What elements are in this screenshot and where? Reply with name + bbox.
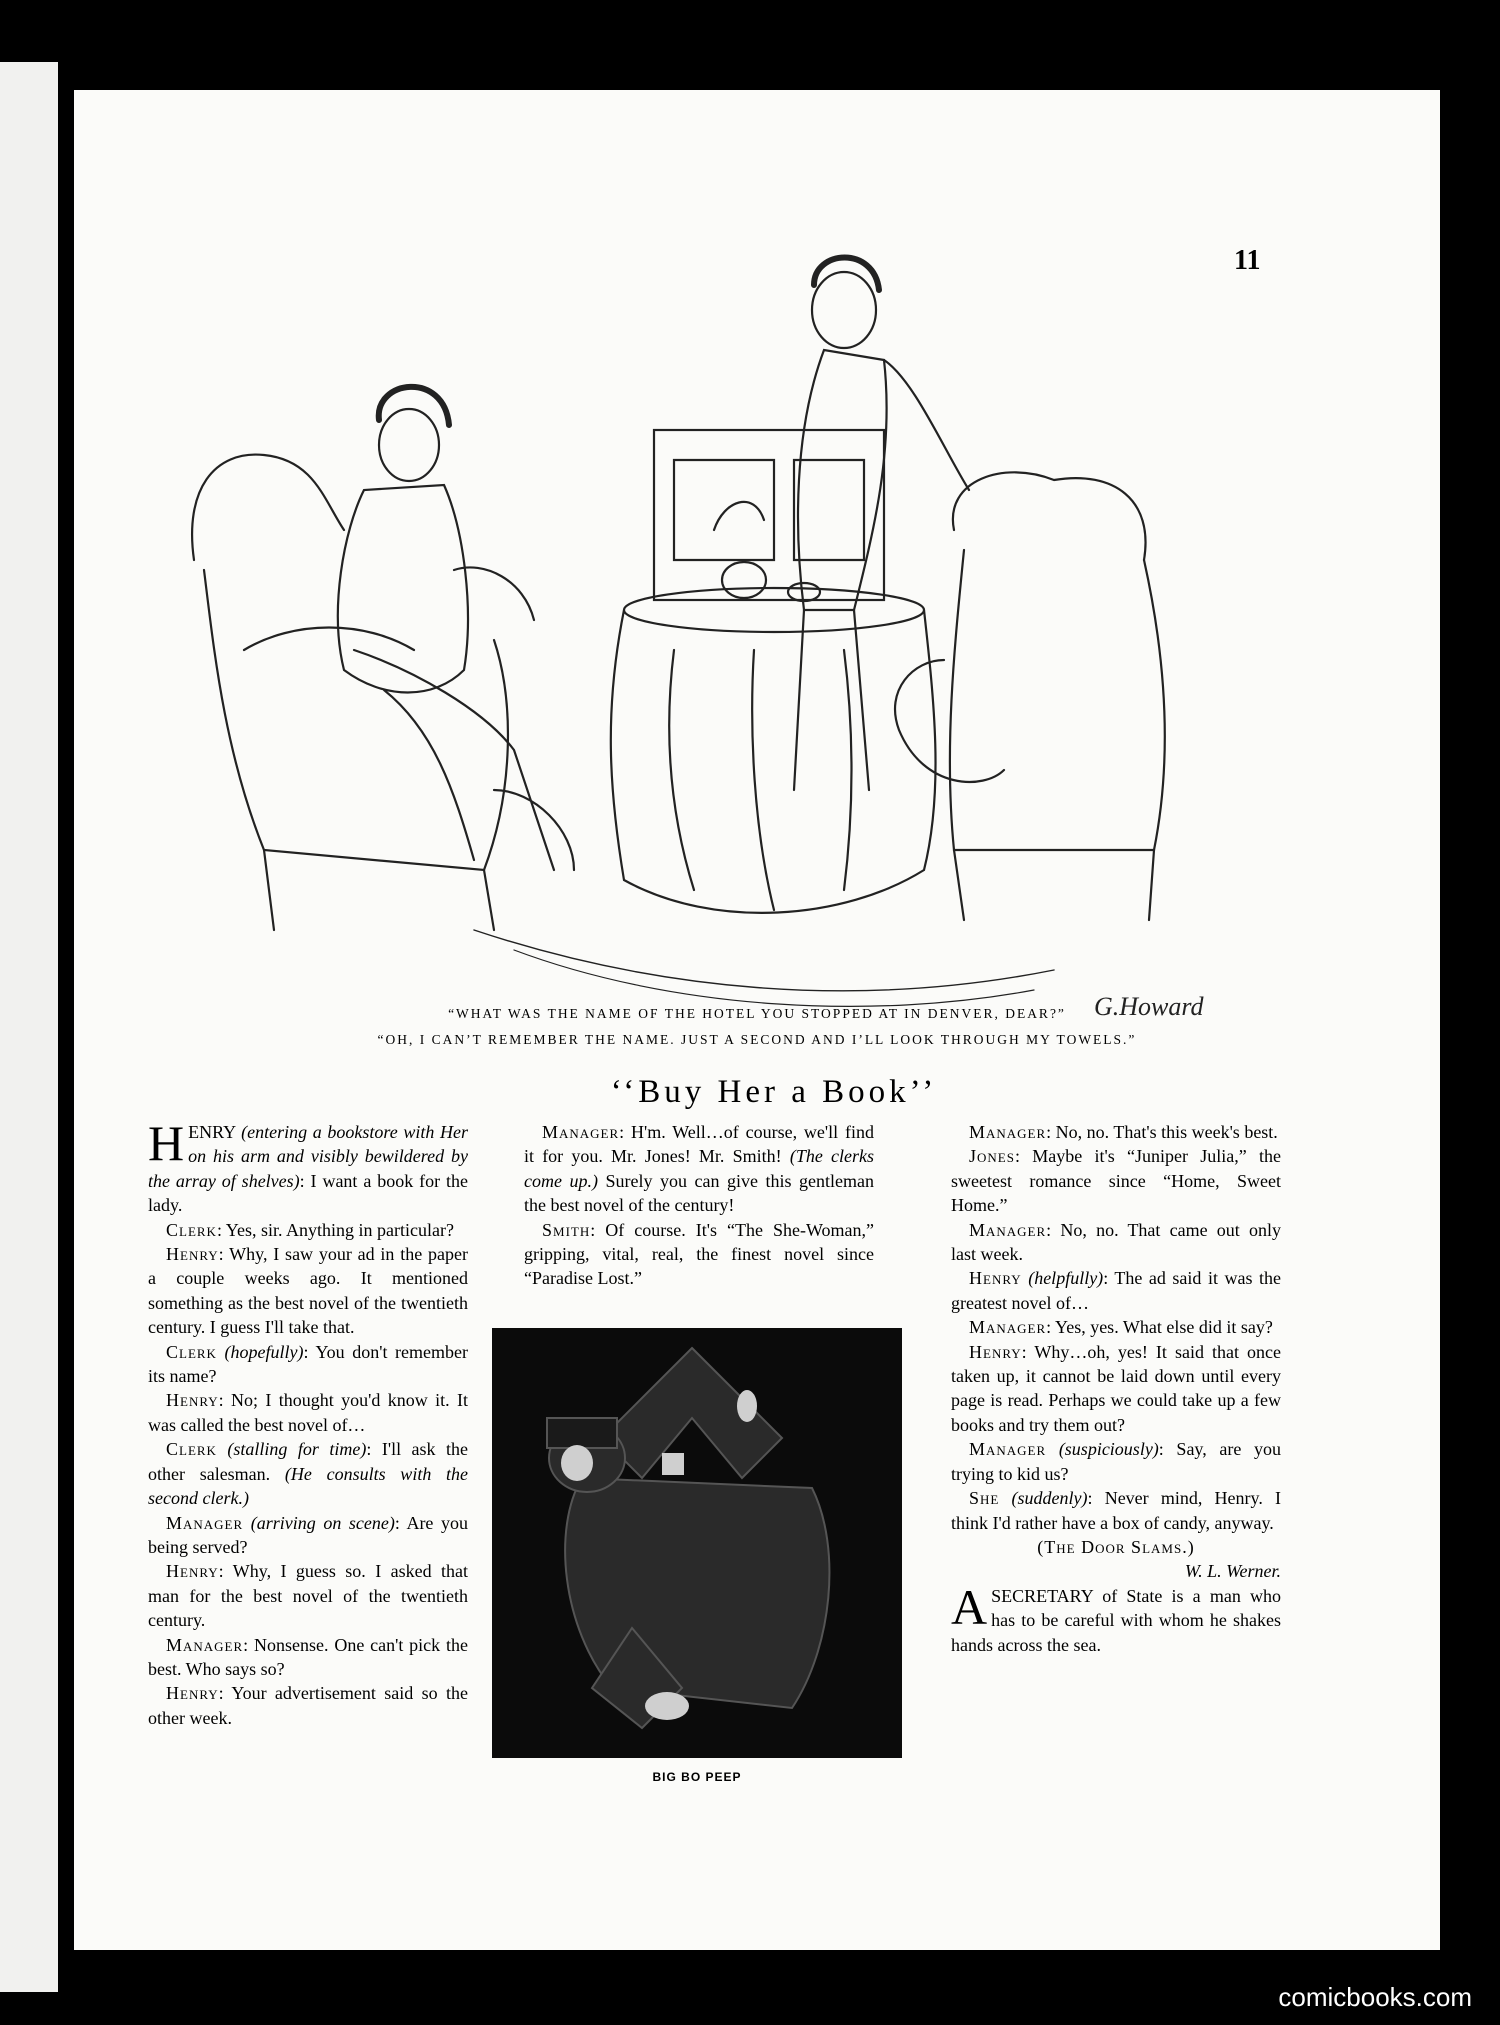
photo-figure [492,1328,902,1758]
speaker: Jones [969,1146,1015,1167]
paragraph: Smith: Of course. It's “The She-Woman,” gripping, vital, real, the finest novel since “Paradise Lost.” [524,1219,874,1289]
paragraph: Henry: Your advertisement said so the other week. [148,1683,468,1728]
paragraph: Manager: H'm. Well…of course, we'll find it for you. Mr. Jones! Mr. Smith! (The clerks come up.) Surely you can give this gentleman the best novel of the century! [524,1122,874,1216]
paragraph: Henry: Why, I guess so. I asked that man for the best novel of the twentieth century. [148,1561,468,1631]
article-column-3 [951,1120,1281,1657]
speaker: Henry [166,1390,219,1411]
paragraph: Manager: Nonsense. One can't pick the best. Who says so? [148,1634,468,1679]
paragraph: Manager (suspiciously): Say, are you trying to kid us? [951,1439,1281,1484]
paragraph: She (suddenly): Never mind, Henry. I think I'd rather have a box of candy, anyway. [951,1488,1281,1533]
speaker: She [969,1488,1000,1509]
speaker: Henry [166,1683,219,1704]
artist-signature: G.Howard [1094,992,1204,1021]
drop-cap: A [951,1578,988,1635]
speaker: Clerk [166,1439,217,1460]
speaker: Clerk [166,1219,217,1240]
speaker: Manager [542,1122,620,1142]
article-column-2 [524,1120,874,1291]
speaker: Henry [969,1341,1022,1362]
illustration-caption-line1: “WHAT WAS THE NAME OF THE HOTEL YOU STOPPED AT IN DENVER, DEAR?” [448,1006,1066,1021]
paragraph: HENRY (entering a bookstore with Her on his arm and visibly bewildered by the array of shelves): I want a book for the lady. [148,1115,468,1216]
paragraph: Manager: No, no. That's this week's best. [969,1122,1278,1142]
paragraph: Henry: Why, I saw your ad in the paper a couple weeks ago. It mentioned something as the best novel of the twentieth century. I guess I'll take that. [148,1244,468,1338]
cartoon-illustration [154,230,1274,1060]
paragraph: Manager (arriving on scene): Are you being served? [148,1512,468,1557]
author-byline: W. L. Werner. [1184,1561,1281,1582]
paragraph: Jones: Maybe it's “Juniper Julia,” the sweetest romance since “Home, Sweet Home.” [951,1146,1281,1216]
speaker: Manager [969,1219,1047,1240]
speaker: Henry [969,1268,1022,1289]
speaker: Manager [969,1122,1047,1142]
paragraph: Clerk: Yes, sir. Anything in particular? [166,1219,454,1240]
filler-paragraph: ASECRETARY of State is a man who has to be careful with whom he shakes hands across the sea. [951,1578,1281,1655]
speaker: Smith [542,1219,591,1240]
speaker: Clerk [166,1341,217,1362]
paragraph: Henry: No; I thought you'd know it. It was called the best novel of… [148,1390,468,1435]
speaker: Manager [166,1634,244,1655]
site-watermark: comicbooks.com [1278,1982,1472,2012]
speaker: Manager [166,1512,244,1533]
paragraph: Henry: Why…oh, yes! It said that once taken up, it cannot be laid down until every page is read. Perhaps we could take up a few books and try them out? [951,1341,1281,1435]
paragraph: Manager: No, no. That came out only last week. [951,1219,1281,1265]
speaker: Henry [166,1244,219,1265]
speaker: Manager [969,1439,1047,1460]
paragraph: Clerk (stalling for time): I'll ask the other salesman. (He consults with the second clerk.) [148,1439,469,1509]
magazine-page [74,90,1440,1950]
illustration-caption-line2: “OH, I CAN’T REMEMBER THE NAME. JUST A SECOND AND I’LL LOOK THROUGH MY TOWELS.” [377,1032,1137,1047]
big-bo-peep-photo [492,1328,902,1758]
closing-stage-direction: (The Door Slams.) [1037,1536,1195,1557]
article-title: ‘‘Buy Her a Book’’ [610,1074,938,1110]
paragraph: Henry (helpfully): The ad said it was the greatest novel of… [951,1268,1281,1313]
previous-page-edge [0,62,58,1992]
page-number: 11 [1234,245,1261,276]
drop-cap: H [148,1115,185,1171]
photo-caption: BIG BO PEEP [652,1770,742,1784]
article-column-1 [148,1115,469,1730]
speaker: Henry [166,1561,219,1582]
speaker: Manager [969,1317,1047,1338]
paragraph: Clerk (hopefully): You don't remember its name? [148,1341,469,1387]
paragraph: Manager: Yes, yes. What else did it say? [969,1317,1273,1338]
